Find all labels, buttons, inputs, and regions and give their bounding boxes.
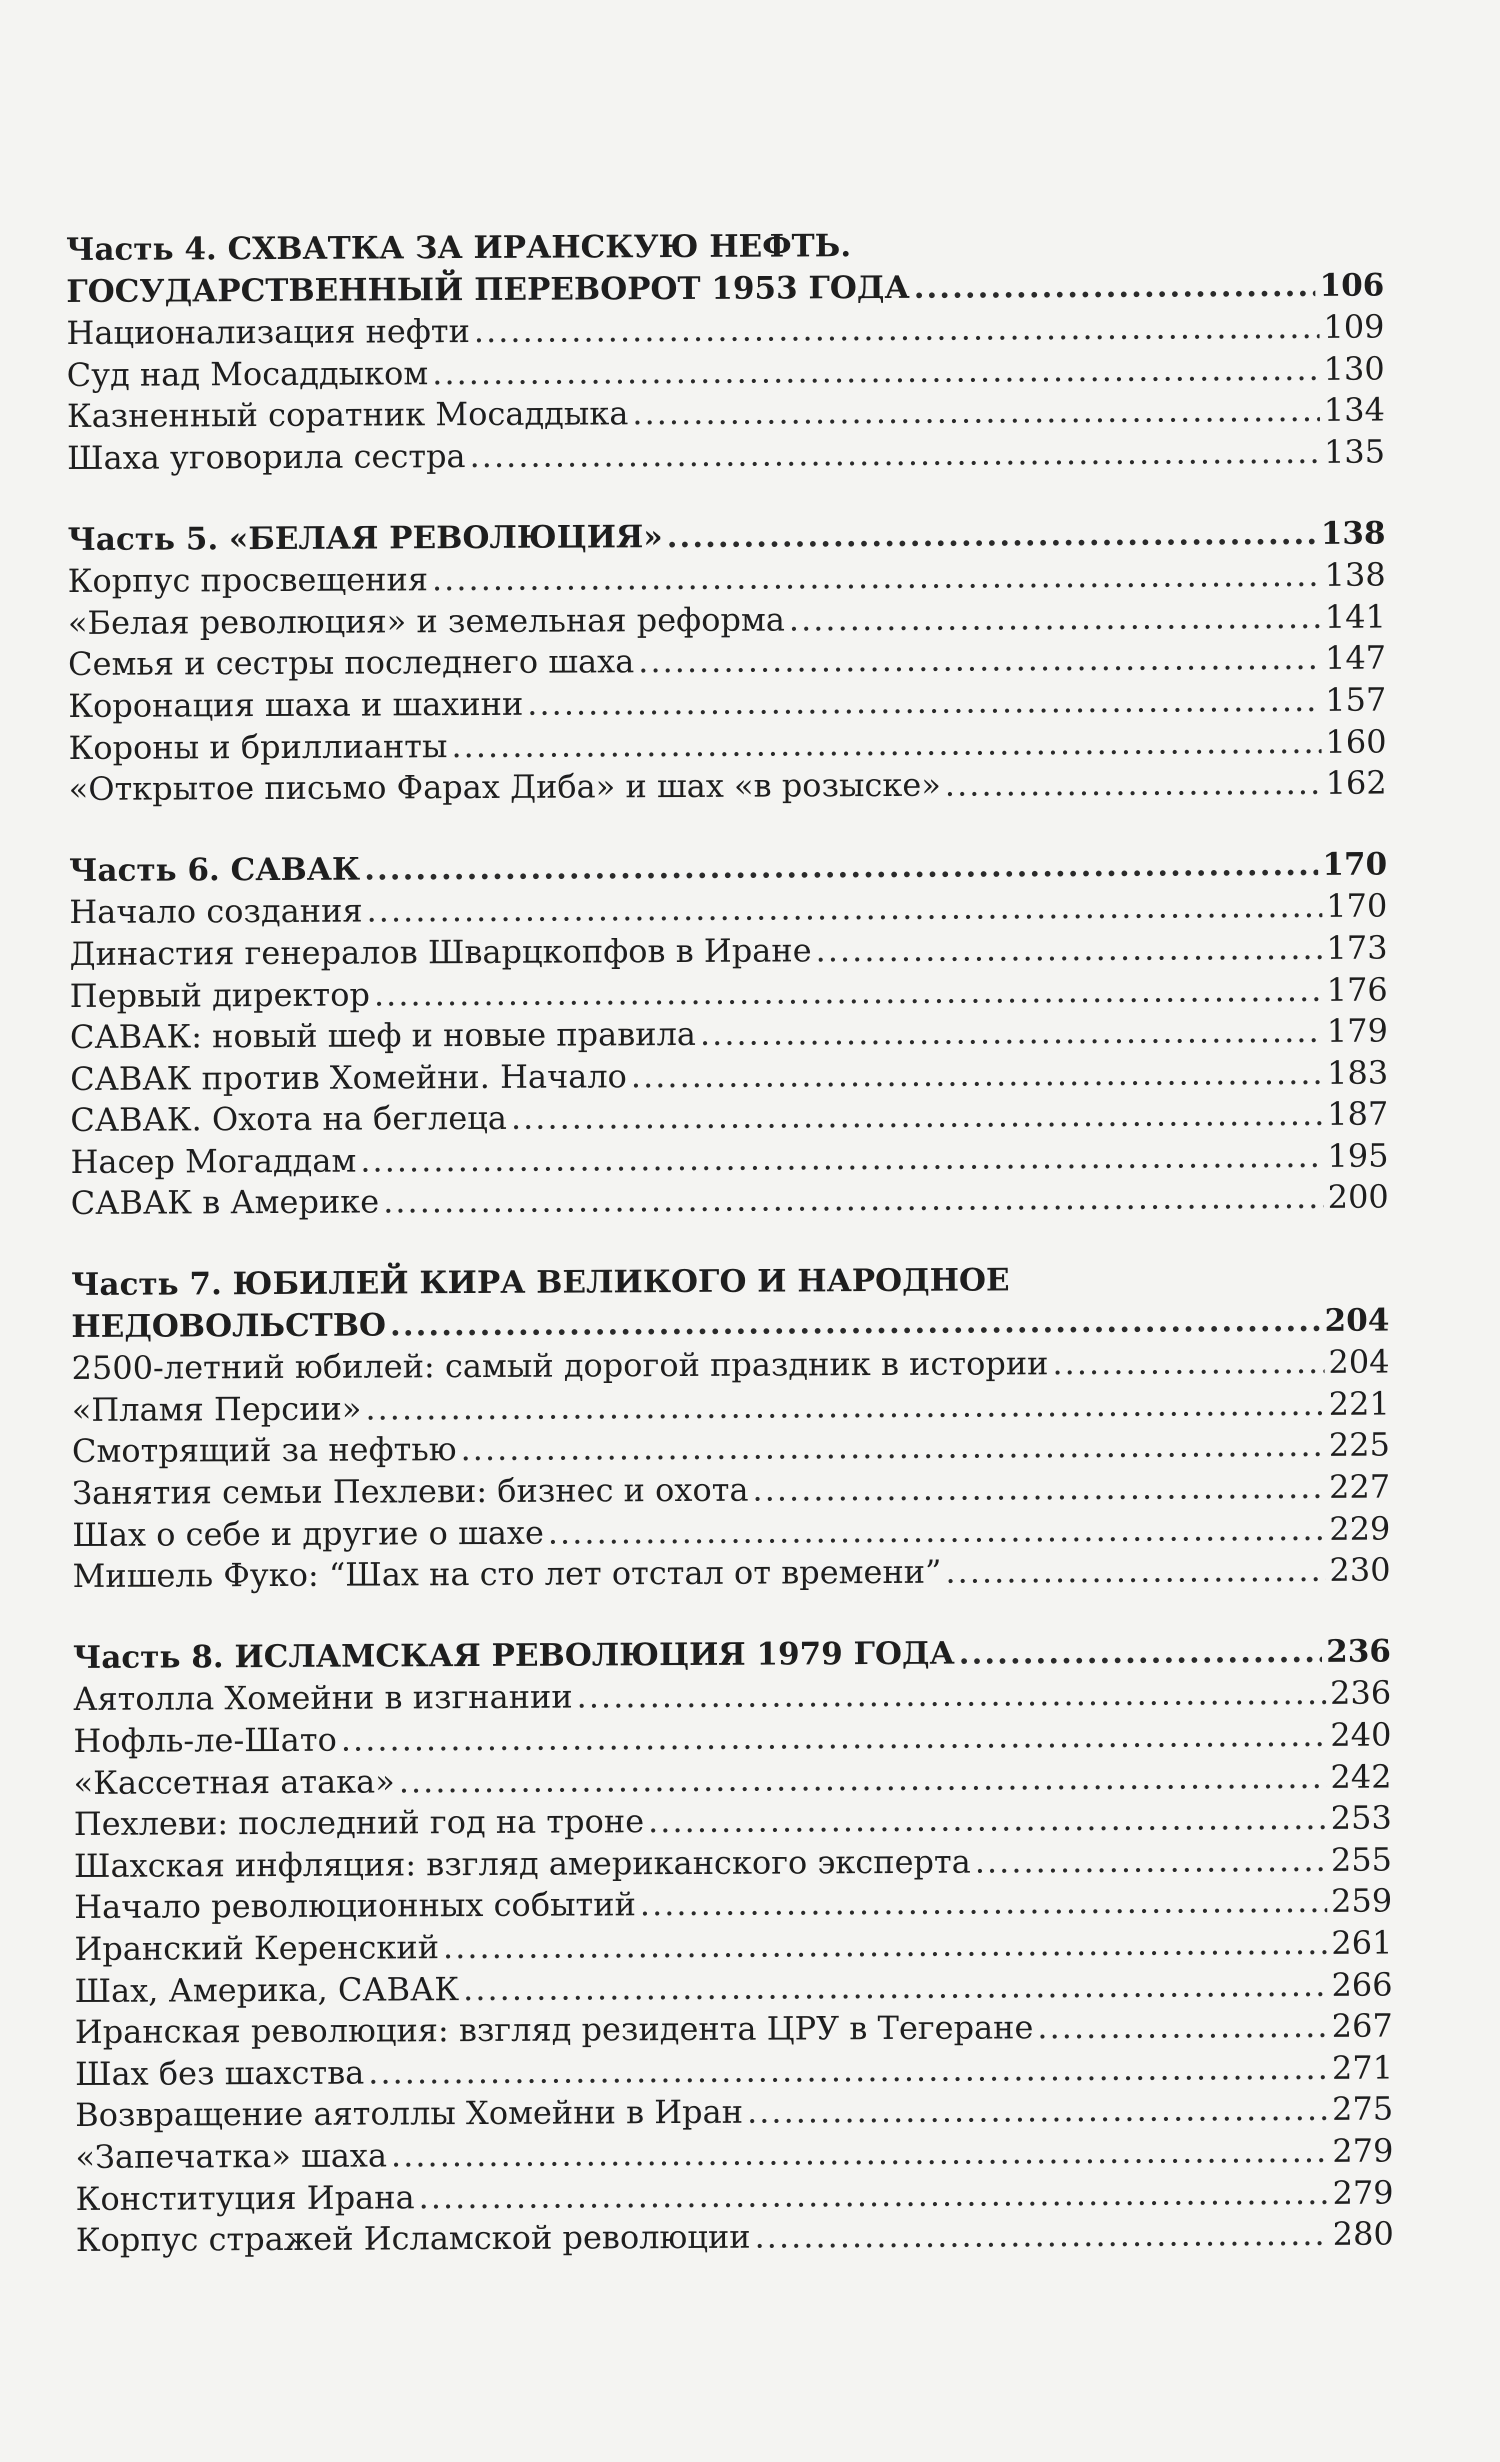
toc-entry[interactable] — [75, 2089, 1393, 2137]
toc-entry[interactable] — [75, 2047, 1393, 2095]
toc-entry[interactable] — [72, 1550, 1390, 1598]
toc-entry[interactable] — [74, 1881, 1392, 1929]
part-heading-line: Часть 4. СХВАТКА ЗА ИРАНСКУЮ НЕФТЬ. — [66, 228, 852, 268]
toc-entry-title: «Пламя Персии» — [71, 1389, 362, 1429]
toc-entry-title: «Кассетная атака» — [73, 1762, 395, 1802]
dot-leader — [364, 845, 1318, 891]
dot-leader — [527, 680, 1321, 725]
page-number: 255 — [1330, 1840, 1393, 1879]
dot-leader — [754, 2214, 1328, 2258]
toc-part — [67, 513, 1386, 811]
toc-entry[interactable] — [66, 307, 1384, 355]
toc-entry[interactable] — [74, 1798, 1392, 1846]
dot-leader — [451, 721, 1321, 767]
dot-leader — [631, 1053, 1323, 1098]
dot-leader — [752, 1467, 1325, 1511]
toc-entry-title: Иранский Керенский — [74, 1928, 440, 1968]
page-number: 170 — [1322, 846, 1388, 883]
dot-leader — [419, 2172, 1329, 2218]
page-number: 229 — [1329, 1509, 1391, 1548]
dot-leader — [460, 1425, 1325, 1471]
dot-leader — [463, 1964, 1328, 2010]
dot-leader — [399, 1756, 1327, 1802]
page-number: 200 — [1327, 1178, 1389, 1217]
page-number: 204 — [1328, 1342, 1390, 1382]
toc-entry-title: Занятия семьи Пехлеви: бизнес и охота — [72, 1470, 749, 1513]
part-heading-title: ГОСУДАРСТВЕННЫЙ ПЕРЕВОРОТ 1953 ГОДА — [66, 269, 910, 310]
part-heading[interactable] — [73, 1631, 1391, 1679]
part-heading-title: Часть 5. «БЕЛАЯ РЕВОЛЮЦИЯ» — [67, 518, 663, 558]
page-number: 275 — [1332, 2089, 1394, 2129]
dot-leader — [648, 1798, 1327, 1843]
page-number: 227 — [1328, 1467, 1391, 1506]
toc-entry-title: Смотрящий за нефтью — [71, 1430, 457, 1471]
toc-entry-title: САВАК. Охота на беглеца — [70, 1099, 507, 1140]
toc-entry-title: Конституция Ирана — [75, 2177, 415, 2218]
toc-entry-title: Мишель Фуко: “Шах на сто лет отстал от времени” — [72, 1552, 942, 1596]
dot-leader — [789, 597, 1321, 641]
page-number: 271 — [1331, 2048, 1394, 2087]
toc-entry[interactable] — [75, 2006, 1393, 2054]
dot-leader — [1052, 1342, 1324, 1385]
toc-entry[interactable] — [72, 1467, 1390, 1515]
part-heading[interactable] — [69, 844, 1387, 892]
dot-leader — [365, 1384, 1324, 1430]
page-number: 106 — [1319, 267, 1385, 304]
part-heading-line: Часть 7. ЮБИЛЕЙ КИРА ВЕЛИКОГО И НАРОДНОЕ — [71, 1262, 1010, 1304]
toc-entry[interactable] — [68, 638, 1386, 686]
page-number: 147 — [1324, 638, 1387, 678]
toc-entry[interactable] — [75, 1964, 1393, 2012]
dot-leader — [914, 265, 1316, 309]
toc-entry[interactable] — [68, 721, 1386, 769]
toc-entry[interactable] — [76, 2214, 1394, 2262]
dot-leader — [432, 555, 1321, 601]
toc-entry-title: Династия генералов Шварцкопфов в Иране — [69, 931, 812, 973]
dot-leader — [511, 1094, 1324, 1140]
dot-leader — [815, 928, 1322, 972]
toc-entry[interactable] — [72, 1508, 1390, 1556]
page-number: 134 — [1323, 390, 1385, 430]
toc-entry-title: Семья и сестры последнего шаха — [68, 642, 635, 684]
toc-entry-title: Насер Могаддам — [70, 1141, 357, 1181]
toc-entry-title: Шах без шахства — [74, 2053, 365, 2093]
toc-entry-title: Начало создания — [69, 891, 363, 932]
page-number: 176 — [1326, 970, 1388, 1009]
toc-entry[interactable] — [69, 763, 1387, 811]
page-number: 236 — [1329, 1673, 1392, 1713]
toc-entry[interactable] — [75, 2130, 1393, 2178]
dot-leader — [640, 1881, 1327, 1926]
page-number: 221 — [1328, 1384, 1390, 1423]
page-number: 179 — [1326, 1011, 1389, 1050]
toc-entry[interactable] — [70, 1094, 1388, 1142]
dot-leader — [638, 638, 1321, 683]
dot-leader — [360, 1136, 1323, 1182]
part-heading-title: Часть 6. САВАК — [69, 851, 361, 889]
dot-leader — [443, 1923, 1328, 1969]
toc-entry-title: Аятолла Хомейни в изгнании — [73, 1677, 573, 1719]
page-number: 280 — [1332, 2214, 1394, 2253]
page-number: 109 — [1323, 307, 1385, 347]
toc-part — [73, 1631, 1394, 2261]
dot-leader — [700, 1011, 1323, 1056]
page-number: 160 — [1325, 722, 1387, 761]
toc-entry-title: Шаха уговорила сестра — [67, 437, 466, 477]
toc-entry[interactable] — [76, 2172, 1394, 2220]
toc-entry[interactable] — [67, 348, 1385, 396]
toc-entry-title: Корпус стражей Исламской революции — [75, 2217, 751, 2260]
dot-leader — [432, 349, 1320, 395]
toc-entry-title: Нофль-ле-Шато — [73, 1720, 337, 1760]
part-heading[interactable] — [66, 265, 1384, 313]
dot-leader — [667, 513, 1317, 558]
page-number: 173 — [1326, 928, 1388, 967]
toc-entry[interactable] — [68, 555, 1386, 603]
toc-entry-title: Короны и бриллианты — [68, 726, 448, 767]
dot-leader — [945, 763, 1322, 806]
toc-entry-title: Корпус просвещения — [67, 560, 429, 601]
toc-entry[interactable] — [67, 390, 1385, 438]
page-number: 204 — [1324, 1302, 1390, 1339]
page-number: 267 — [1331, 2006, 1393, 2045]
toc-entry[interactable] — [70, 969, 1388, 1017]
dot-leader — [366, 886, 1322, 932]
dot-leader — [390, 1301, 1321, 1347]
toc-part — [71, 1259, 1391, 1598]
toc-entry[interactable] — [72, 1383, 1390, 1431]
page-number: 259 — [1331, 1881, 1393, 1921]
page-number: 141 — [1324, 597, 1386, 636]
page-number: 253 — [1330, 1798, 1392, 1838]
page-number: 279 — [1332, 2131, 1394, 2170]
toc-entry[interactable] — [69, 886, 1387, 934]
toc-entry-title: «Белая революция» и земельная реформа — [67, 600, 785, 642]
toc-entry-title: Шахская инфляция: взгляд американского эксперта — [73, 1842, 971, 1885]
toc-entry[interactable] — [67, 432, 1385, 480]
page-number: 240 — [1330, 1715, 1392, 1754]
dot-leader — [975, 1840, 1327, 1883]
toc-entry-title: Суд над Мосаддыком — [66, 354, 429, 394]
page-number: 236 — [1326, 1633, 1392, 1670]
dot-leader — [474, 307, 1320, 353]
dot-leader — [959, 1632, 1323, 1675]
page-number: 135 — [1323, 432, 1386, 471]
dot-leader — [469, 432, 1320, 478]
dot-leader — [368, 2048, 1328, 2094]
toc-entry[interactable] — [70, 1135, 1388, 1183]
page-number: 138 — [1324, 555, 1386, 595]
page-number: 266 — [1331, 1965, 1393, 2004]
toc-entry-title: Казненный соратник Мосаддыка — [66, 394, 629, 436]
page-number: 261 — [1331, 1923, 1393, 1962]
toc-entry-title: Коронация шаха и шахини — [68, 684, 524, 725]
toc-entry[interactable] — [68, 596, 1386, 644]
toc-entry-title: 2500-летний юбилей: самый дорогой праздник в истории — [71, 1344, 1049, 1388]
toc-entry[interactable] — [70, 1052, 1388, 1100]
toc-entry-title: Шах, Америка, САВАК — [74, 1969, 460, 2010]
page-number: 183 — [1326, 1053, 1389, 1092]
toc-entry-title: Шах о себе и другие о шахе — [72, 1513, 544, 1554]
toc-entry[interactable] — [72, 1425, 1390, 1473]
part-heading[interactable] — [71, 1300, 1389, 1348]
page-number: 157 — [1325, 680, 1387, 719]
dot-leader — [1037, 2006, 1328, 2049]
toc-entry[interactable] — [71, 1177, 1389, 1225]
toc-entry[interactable] — [73, 1756, 1391, 1804]
toc-entry-title: Начало революционных событий — [74, 1885, 636, 1927]
toc-entry[interactable] — [70, 1011, 1388, 1059]
page-number: 162 — [1325, 763, 1387, 802]
toc-entry-title: Первый директор — [69, 975, 371, 1015]
toc-entry-title: САВАК в Америке — [70, 1182, 380, 1223]
toc-entry[interactable] — [68, 679, 1386, 727]
part-heading[interactable] — [67, 513, 1385, 561]
dot-leader — [374, 969, 1323, 1015]
toc-entry-title: Пехлеви: последний год на троне — [73, 1802, 645, 1844]
dot-leader — [632, 390, 1320, 435]
page-number: 279 — [1332, 2173, 1394, 2212]
page-number: 187 — [1327, 1094, 1389, 1134]
page-number: 195 — [1327, 1136, 1389, 1175]
dot-leader — [747, 2089, 1328, 2133]
dot-leader — [341, 1715, 1327, 1761]
toc-entry[interactable] — [71, 1342, 1389, 1390]
table-of-contents — [66, 224, 1394, 2302]
toc-part — [69, 844, 1389, 1225]
toc-entry[interactable] — [74, 1923, 1392, 1971]
dot-leader — [548, 1508, 1326, 1553]
page-number: 225 — [1328, 1425, 1391, 1465]
toc-entry[interactable] — [69, 927, 1387, 975]
page-number: 138 — [1320, 515, 1386, 552]
toc-entry-title: Возвращение аятоллы Хомейни в Иран — [75, 2093, 744, 2135]
dot-leader — [391, 2131, 1329, 2177]
page-number: 230 — [1329, 1550, 1391, 1590]
part-heading-title: НЕДОВОЛЬСТВО — [71, 1307, 387, 1345]
toc-entry-title: «Открытое письмо Фарах Диба» и шах «в розыске» — [68, 765, 941, 809]
toc-entry-title: САВАК против Хомейни. Начало — [70, 1056, 627, 1098]
page-number: 130 — [1323, 349, 1385, 388]
dot-leader — [945, 1550, 1325, 1593]
toc-entry-title: Иранская революция: взгляд резидента ЦРУ в Тегеране — [74, 2008, 1034, 2052]
toc-entry-title: САВАК: новый шеф и новые правила — [69, 1015, 697, 1057]
toc-entry-title: Национализация нефти — [66, 312, 470, 353]
dot-leader — [577, 1673, 1327, 1718]
part-heading-title: Часть 8. ИСЛАМСКАЯ РЕВОЛЮЦИЯ 1979 ГОДА — [72, 1635, 955, 1676]
toc-entry[interactable] — [73, 1673, 1391, 1721]
dot-leader — [383, 1177, 1324, 1223]
toc-part — [66, 224, 1385, 480]
toc-entry-title: «Запечатка» шаха — [75, 2136, 388, 2176]
toc-entry[interactable] — [74, 1839, 1392, 1887]
page-number: 170 — [1326, 886, 1388, 926]
toc-entry[interactable] — [73, 1715, 1391, 1763]
page-number: 242 — [1330, 1757, 1392, 1796]
